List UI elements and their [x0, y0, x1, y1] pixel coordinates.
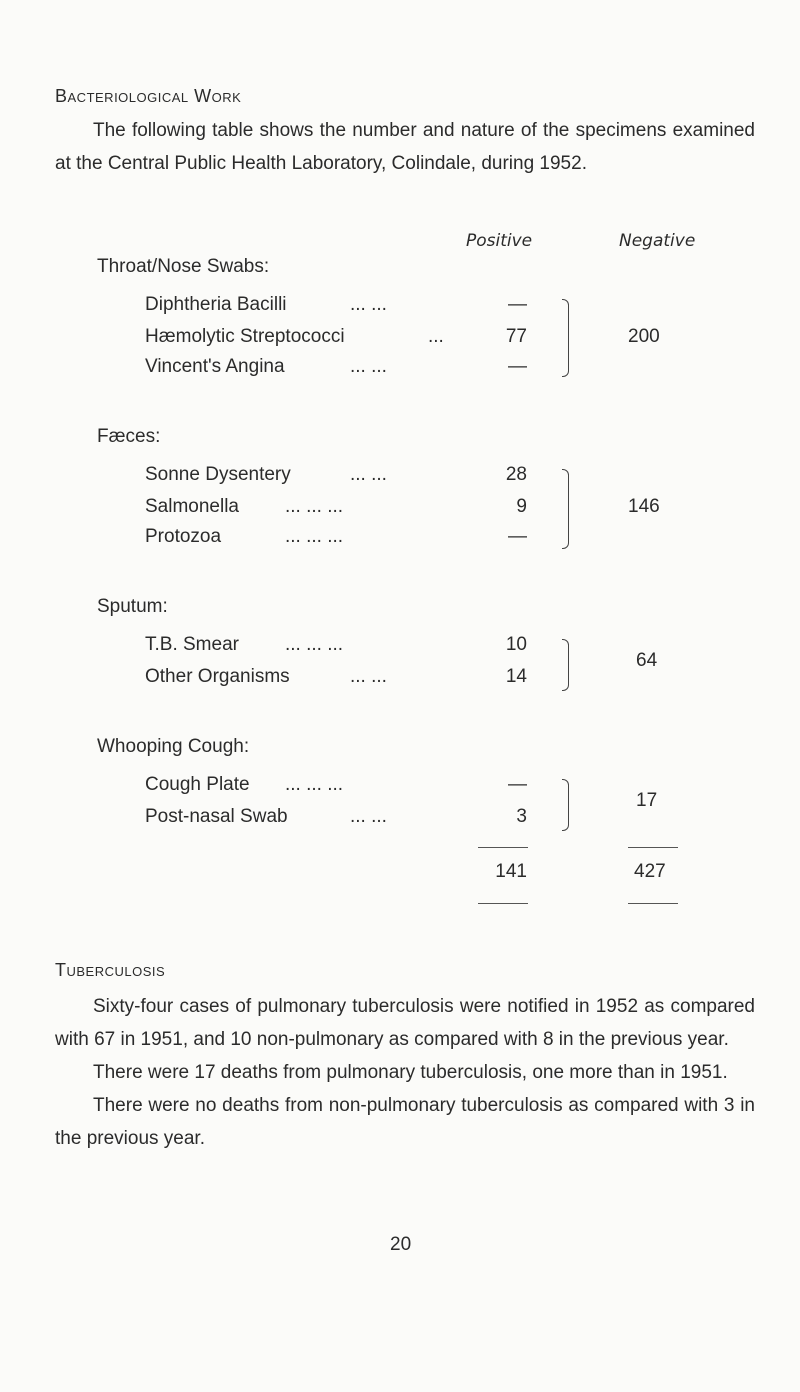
negative-value: 200 — [628, 326, 660, 347]
positive-value: — — [508, 356, 527, 377]
row-label: Post-nasal Swab — [145, 806, 288, 827]
negative-value: 17 — [636, 790, 658, 811]
row-dots: ... — [428, 326, 444, 347]
bottom-rule-positive — [478, 903, 528, 904]
intro-paragraph — [55, 114, 755, 180]
row-label: Diphtheria Bacilli — [145, 294, 287, 315]
positive-value: — — [508, 774, 527, 795]
group-title-whooping-cough: Whooping Cough: — [97, 736, 250, 757]
row-label: Hæmolytic Streptococci — [145, 326, 345, 347]
row-dots: ... ... ... — [285, 634, 344, 655]
row-label: Protozoa — [145, 526, 222, 547]
row-label: T.B. Smear — [145, 634, 239, 655]
positive-value: 3 — [516, 806, 527, 827]
total-negative: 427 — [634, 861, 666, 882]
column-header-positive: Positive — [466, 231, 533, 251]
positive-value: — — [508, 526, 527, 547]
group-title-throat-nose: Throat/Nose Swabs: — [97, 256, 270, 277]
negative-value: 64 — [636, 650, 658, 671]
positive-value: 28 — [505, 464, 527, 485]
total-positive: 141 — [495, 861, 527, 882]
group-brace — [562, 299, 569, 377]
total-rule-positive — [478, 847, 528, 848]
positive-value: 14 — [505, 666, 527, 687]
row-dots: ... ... ... — [285, 526, 344, 547]
group-brace — [562, 469, 569, 549]
column-header-negative: Negative — [619, 231, 696, 251]
row-dots: ... ... — [350, 356, 387, 377]
group-title-faeces: Fæces: — [97, 426, 161, 447]
intro-text: The following table shows the number and nature of the specimens examined at the Central Public Health Laboratory, Colindale, during 1952. — [55, 120, 755, 174]
tb-paragraph: There were 17 deaths from pulmonary tuberculosis, one more than in 1951. — [93, 1062, 728, 1083]
row-label: Cough Plate — [145, 774, 250, 795]
negative-value: 146 — [628, 496, 660, 517]
group-brace — [562, 639, 569, 691]
page-number: 20 — [390, 1234, 412, 1255]
row-dots: ... ... — [350, 806, 387, 827]
group-brace — [562, 779, 569, 831]
group-title-sputum: Sputum: — [97, 596, 168, 617]
row-dots: ... ... — [350, 294, 387, 315]
row-label: Salmonella — [145, 496, 239, 517]
row-label: Sonne Dysentery — [145, 464, 291, 485]
bottom-rule-negative — [628, 903, 678, 904]
section-heading-bacteriological: Bacteriological Work — [55, 86, 242, 106]
positive-value: 10 — [505, 634, 527, 655]
tuberculosis-paragraphs — [55, 990, 755, 1155]
row-dots: ... ... ... — [285, 774, 344, 795]
section-heading-tuberculosis: Tuberculosis — [55, 960, 166, 980]
tb-paragraph: There were no deaths from non-pulmonary tuberculosis as compared with 3 in the previous year. — [55, 1095, 755, 1149]
row-label: Vincent's Angina — [145, 356, 285, 377]
row-dots: ... ... — [350, 464, 387, 485]
tb-paragraph: Sixty-four cases of pulmonary tuberculosis were notified in 1952 as compared with 67 in 1951, and 10 non-pulmonary as compared with 8 in the previous year. — [55, 996, 755, 1050]
row-dots: ... ... ... — [285, 496, 344, 517]
row-label: Other Organisms — [145, 666, 290, 687]
positive-value: — — [508, 294, 527, 315]
row-dots: ... ... — [350, 666, 387, 687]
positive-value: 77 — [505, 326, 527, 347]
positive-value: 9 — [516, 496, 527, 517]
total-rule-negative — [628, 847, 678, 848]
